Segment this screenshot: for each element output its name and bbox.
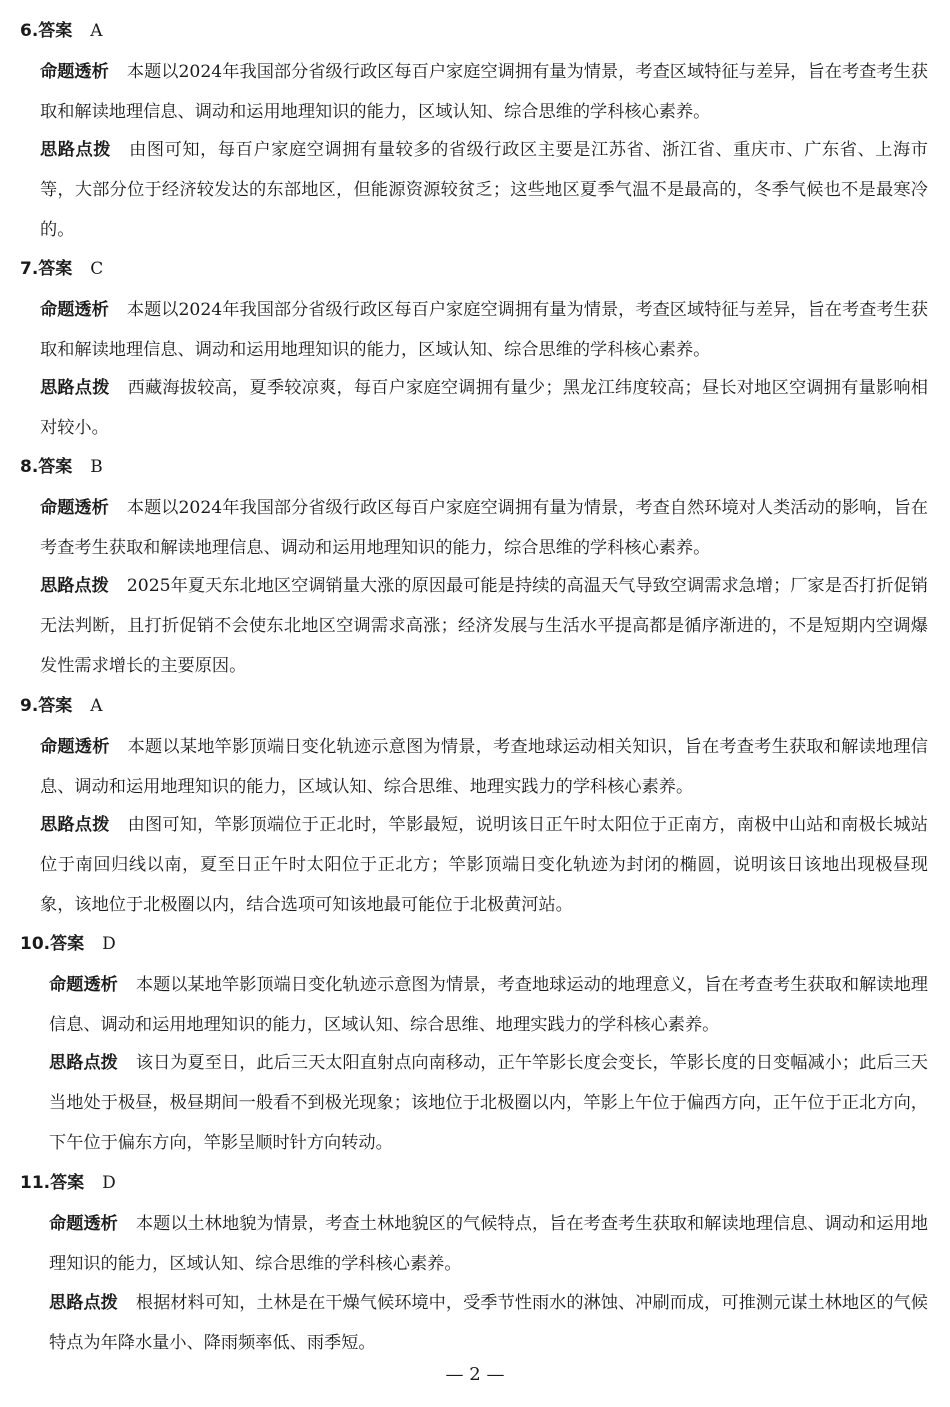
- question-10-hint: [49, 1043, 928, 1163]
- intent-label: 命题透析: [40, 300, 109, 320]
- intent-text: 本题以某地竿影顶端日变化轨迹示意图为情景，考查地球运动相关知识，旨在考查考生获取和解读地理信息、调动和运用地理知识的能力，区域认知、综合思维、地理实践力的学科核心素养。: [40, 737, 928, 797]
- answer-letter: D: [102, 1173, 116, 1193]
- question-11-hint: [49, 1283, 928, 1363]
- question-6-intent: [40, 52, 928, 132]
- hint-text: 西藏海拔较高，夏季较凉爽，每百户家庭空调拥有量少；黑龙江纬度较高；昼长对地区空调拥有量影响相对较小。: [40, 378, 928, 438]
- question-number: 8.: [20, 457, 39, 477]
- question-9-intent: [40, 727, 928, 807]
- answer-letter: C: [90, 259, 104, 279]
- question-8-intent: [40, 488, 928, 568]
- question-number: 11.: [20, 1173, 51, 1193]
- answer-label: 答案: [38, 457, 73, 477]
- question-7-hint: [40, 368, 928, 448]
- question-number: 7.: [20, 259, 39, 279]
- intent-text: 本题以2024年我国部分省级行政区每百户家庭空调拥有量为情景，考查区域特征与差异，旨在考查考生获取和解读地理信息、调动和运用地理知识的能力，区域认知、综合思维的学科核心素养。: [40, 62, 928, 122]
- hint-text: 由图可知，竿影顶端位于正北时，竿影最短，说明该日正午时太阳位于正南方，南极中山站和南极长城站位于南回归线以南，夏至日正午时太阳位于正北方；竿影顶端日变化轨迹为封闭的椭圆，说明该日该地出现极昼现象，该地位于北极圈以内，结合选项可知该地最可能位于北极黄河站。: [40, 815, 928, 915]
- question-9-answer-line: [20, 696, 103, 716]
- intent-text: 本题以某地竿影顶端日变化轨迹示意图为情景，考查地球运动的地理意义，旨在考查考生获取和解读地理信息、调动和运用地理知识的能力，区域认知、综合思维、地理实践力的学科核心素养。: [49, 975, 928, 1035]
- intent-text: 本题以土林地貌为情景，考查土林地貌区的气候特点，旨在考查考生获取和解读地理信息、调动和运用地理知识的能力，区域认知、综合思维的学科核心素养。: [49, 1214, 928, 1274]
- question-number: 9.: [20, 696, 39, 716]
- hint-text: 根据材料可知，土林是在干燥气候环境中，受季节性雨水的淋蚀、冲刷而成，可推测元谋土林地区的气候特点为年降水量小、降雨频率低、雨季短。: [49, 1293, 928, 1353]
- answer-label: 答案: [38, 21, 73, 41]
- answer-label: 答案: [50, 1173, 85, 1193]
- question-8-hint: [40, 566, 928, 686]
- hint-text: 2025年夏天东北地区空调销量大涨的原因最可能是持续的高温天气导致空调需求急增；厂家是否打折促销无法判断，且打折促销不会使东北地区空调需求高涨；经济发展与生活水平提高都是循序渐进的，不是短期内空调爆发性需求增长的主要原因。: [40, 576, 928, 676]
- answer-label: 答案: [38, 696, 73, 716]
- answer-letter: A: [90, 21, 103, 41]
- intent-label: 命题透析: [49, 1214, 118, 1234]
- question-7-answer-line: [20, 259, 103, 279]
- intent-label: 命题透析: [40, 498, 109, 518]
- question-11-intent: [49, 1204, 928, 1284]
- hint-label: 思路点拨: [40, 576, 109, 596]
- hint-label: 思路点拨: [40, 815, 110, 835]
- question-10-answer-line: [20, 934, 116, 954]
- question-11-answer-line: [20, 1173, 116, 1193]
- question-10-intent: [49, 965, 928, 1045]
- hint-label: 思路点拨: [49, 1293, 118, 1313]
- intent-label: 命题透析: [49, 975, 118, 995]
- intent-label: 命题透析: [40, 737, 110, 757]
- question-8-answer-line: [20, 457, 103, 477]
- hint-text: 由图可知，每百户家庭空调拥有量较多的省级行政区主要是江苏省、浙江省、重庆市、广东省、上海市等，大部分位于经济较发达的东部地区，但能源资源较贫乏；这些地区夏季气温不是最高的，冬季气候也不是最寒冷的。: [40, 140, 928, 240]
- question-6-hint: [40, 130, 928, 250]
- hint-label: 思路点拨: [49, 1053, 118, 1073]
- question-7-intent: [40, 290, 928, 370]
- intent-label: 命题透析: [40, 62, 109, 82]
- hint-label: 思路点拨: [40, 378, 110, 398]
- answer-label: 答案: [50, 934, 85, 954]
- answer-label: 答案: [38, 259, 73, 279]
- page-number: — 2 —: [445, 1364, 505, 1385]
- intent-text: 本题以2024年我国部分省级行政区每百户家庭空调拥有量为情景，考查区域特征与差异，旨在考查考生获取和解读地理信息、调动和运用地理知识的能力，区域认知、综合思维的学科核心素养。: [40, 300, 928, 360]
- question-number: 6.: [20, 21, 39, 41]
- hint-text: 该日为夏至日，此后三天太阳直射点向南移动，正午竿影长度会变长，竿影长度的日变幅减小；此后三天当地处于极昼，极昼期间一般看不到极光现象；该地位于北极圈以内，竿影上午位于偏西方向，正午位于正北方向，下午位于偏东方向，竿影呈顺时针方向转动。: [49, 1053, 928, 1153]
- question-number: 10.: [20, 934, 51, 954]
- answer-letter: B: [90, 457, 103, 477]
- intent-text: 本题以2024年我国部分省级行政区每百户家庭空调拥有量为情景，考查自然环境对人类活动的影响，旨在考查考生获取和解读地理信息、调动和运用地理知识的能力，综合思维的学科核心素养。: [40, 498, 928, 558]
- answer-letter: D: [102, 934, 116, 954]
- question-9-hint: [40, 805, 928, 925]
- hint-label: 思路点拨: [40, 140, 112, 160]
- question-6-answer-line: [20, 21, 103, 41]
- answer-letter: A: [90, 696, 103, 716]
